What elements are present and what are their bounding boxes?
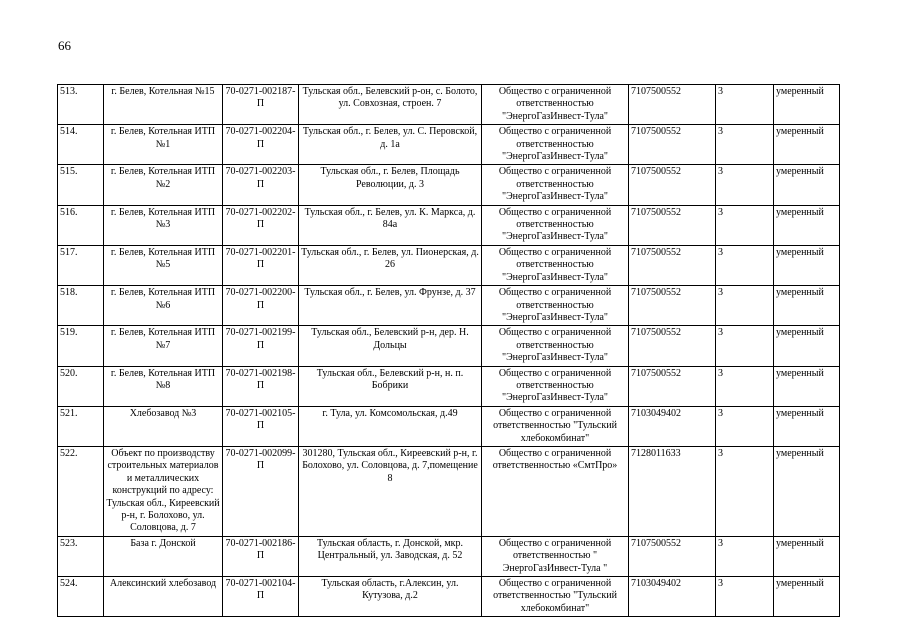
operator-inn-cell: 7107500552 [629,125,716,165]
operator-name-cell: Общество с ограниченной ответственностью " ЭнергоГазИнвест-Тула " [482,536,629,576]
table-row [58,245,840,285]
table-row [58,577,840,617]
table-row [58,125,840,165]
risk-level-cell: умеренный [774,446,840,536]
risk-level-cell: умеренный [774,366,840,406]
facility-name-cell: г. Белев, Котельная ИТП №8 [104,366,223,406]
category-cell: 3 [716,165,774,205]
risk-level-cell: умеренный [774,245,840,285]
facility-address-cell: Тульская обл., Белевский р-н, дер. Н. Дольцы [299,326,482,366]
operator-name-cell: Общество с ограниченной ответственностью "ЭнергоГазИнвест-Тула" [482,366,629,406]
row-number-cell: 522. [58,446,104,536]
risk-level-cell: умеренный [774,125,840,165]
category-cell: 3 [716,446,774,536]
operator-inn-cell: 7107500552 [629,536,716,576]
row-number-cell: 517. [58,245,104,285]
facility-code-cell: 70-0271-002187-П [223,85,299,125]
risk-level-cell: умеренный [774,165,840,205]
facility-address-cell: г. Тула, ул. Комсомольская, д.49 [299,406,482,446]
operator-name-cell: Общество с ограниченной ответственностью "Тульский хлебокомбинат" [482,406,629,446]
facility-code-cell: 70-0271-002202-П [223,205,299,245]
table-row [58,446,840,536]
category-cell: 3 [716,366,774,406]
facility-name-cell: г. Белев, Котельная ИТП №7 [104,326,223,366]
row-number-cell: 518. [58,286,104,326]
facility-code-cell: 70-0271-002186-П [223,536,299,576]
facility-name-cell: г. Белев, Котельная ИТП №6 [104,286,223,326]
facility-code-cell: 70-0271-002104-П [223,577,299,617]
risk-level-cell: умеренный [774,286,840,326]
operator-name-cell: Общество с ограниченной ответственностью "Тульский хлебокомбинат" [482,577,629,617]
category-cell: 3 [716,85,774,125]
facility-code-cell: 70-0271-002204-П [223,125,299,165]
risk-level-cell: умеренный [774,406,840,446]
facility-address-cell: Тульская обл., г. Белев, ул. Пионерская, д. 26 [299,245,482,285]
operator-inn-cell: 7107500552 [629,165,716,205]
row-number-cell: 519. [58,326,104,366]
risk-level-cell: умеренный [774,536,840,576]
facility-name-cell: Хлебозавод №3 [104,406,223,446]
facility-name-cell: г. Белев, Котельная ИТП №2 [104,165,223,205]
operator-name-cell: Общество с ограниченной ответственностью "ЭнергоГазИнвест-Тула" [482,85,629,125]
category-cell: 3 [716,326,774,366]
operator-name-cell: Общество с ограниченной ответственностью "ЭнергоГазИнвест-Тула" [482,245,629,285]
table-row [58,326,840,366]
facility-address-cell: Тульская обл., Белевский р-он, с. Болото, ул. Совхозная, строен. 7 [299,85,482,125]
operator-inn-cell: 7103049402 [629,406,716,446]
risk-level-cell: умеренный [774,577,840,617]
operator-inn-cell: 7107500552 [629,85,716,125]
row-number-cell: 516. [58,205,104,245]
facility-address-cell: Тульская область, г. Донской, мкр. Центральный, ул. Заводская, д. 52 [299,536,482,576]
category-cell: 3 [716,406,774,446]
operator-inn-cell: 7107500552 [629,286,716,326]
operator-name-cell: Общество с ограниченной ответственностью "ЭнергоГазИнвест-Тула" [482,326,629,366]
operator-inn-cell: 7107500552 [629,245,716,285]
facility-code-cell: 70-0271-002203-П [223,165,299,205]
facility-address-cell: Тульская область, г.Алексин, ул. Кутузова, д.2 [299,577,482,617]
facility-name-cell: г. Белев, Котельная ИТП №3 [104,205,223,245]
operator-inn-cell: 7107500552 [629,366,716,406]
row-number-cell: 523. [58,536,104,576]
operator-inn-cell: 7103049402 [629,577,716,617]
facility-address-cell: Тульская обл., г. Белев, ул. С. Перовской, д. 1а [299,125,482,165]
table-row [58,85,840,125]
facility-name-cell: Объект по производству строительных материалов и металлических конструкций по адресу: Тульская обл., Киреевский р-н, г. Болохово, ул. Соловцова, д. 7 [104,446,223,536]
page-number: 66 [58,38,71,53]
risk-level-cell: умеренный [774,85,840,125]
operator-name-cell: Общество с ограниченной ответственностью "ЭнергоГазИнвест-Тула" [482,286,629,326]
operator-inn-cell: 7107500552 [629,205,716,245]
category-cell: 3 [716,536,774,576]
facility-address-cell: Тульская обл., г. Белев, ул. К. Маркса, д. 84а [299,205,482,245]
facility-name-cell: г. Белев, Котельная ИТП №5 [104,245,223,285]
table-row [58,286,840,326]
facility-code-cell: 70-0271-002099-П [223,446,299,536]
table-row [58,205,840,245]
table-row [58,406,840,446]
facility-name-cell: Алексинский хлебозавод [104,577,223,617]
operator-name-cell: Общество с ограниченной ответственностью "ЭнергоГазИнвест-Тула" [482,165,629,205]
facility-address-cell: Тульская обл., Белевский р-н, н. п. Бобрики [299,366,482,406]
category-cell: 3 [716,577,774,617]
row-number-cell: 514. [58,125,104,165]
row-number-cell: 513. [58,85,104,125]
table-row [58,536,840,576]
facility-name-cell: г. Белев, Котельная ИТП №1 [104,125,223,165]
row-number-cell: 521. [58,406,104,446]
row-number-cell: 515. [58,165,104,205]
facility-code-cell: 70-0271-002105-П [223,406,299,446]
facility-name-cell: г. Белев, Котельная №15 [104,85,223,125]
facility-address-cell: Тульская обл., г. Белев, Площадь Революции, д. 3 [299,165,482,205]
facility-address-cell: 301280, Тульская обл., Киреевский р-н, г. Болохово, ул. Соловцова, д. 7,помещение 8 [299,446,482,536]
operator-inn-cell: 7107500552 [629,326,716,366]
registry-table [57,84,840,617]
category-cell: 3 [716,245,774,285]
row-number-cell: 520. [58,366,104,406]
risk-level-cell: умеренный [774,205,840,245]
facility-code-cell: 70-0271-002200-П [223,286,299,326]
risk-level-cell: умеренный [774,326,840,366]
row-number-cell: 524. [58,577,104,617]
table-row [58,366,840,406]
facility-code-cell: 70-0271-002198-П [223,366,299,406]
operator-name-cell: Общество с ограниченной ответственностью "ЭнергоГазИнвест-Тула" [482,205,629,245]
category-cell: 3 [716,286,774,326]
category-cell: 3 [716,205,774,245]
category-cell: 3 [716,125,774,165]
facility-name-cell: База г. Донской [104,536,223,576]
operator-name-cell: Общество с ограниченной ответственностью "ЭнергоГазИнвест-Тула" [482,125,629,165]
operator-inn-cell: 7128011633 [629,446,716,536]
operator-name-cell: Общество с ограниченной ответственностью «СмтПро» [482,446,629,536]
facility-code-cell: 70-0271-002199-П [223,326,299,366]
table-row [58,165,840,205]
facility-code-cell: 70-0271-002201-П [223,245,299,285]
facility-address-cell: Тульская обл., г. Белев, ул. Фрунзе, д. 37 [299,286,482,326]
registry-body [58,85,840,617]
